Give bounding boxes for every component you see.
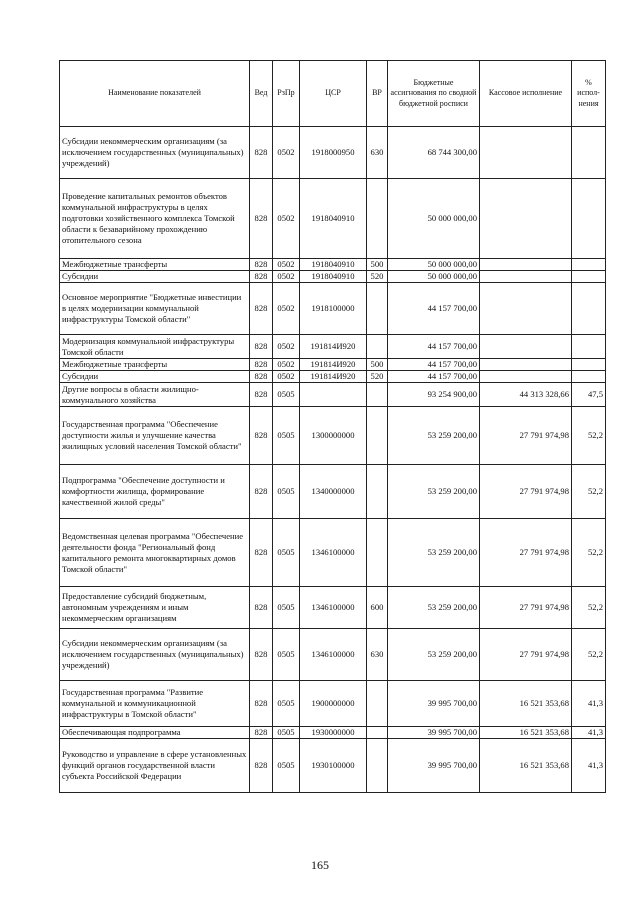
cell-cash	[480, 259, 572, 271]
cell-rzpr: 0502	[273, 259, 300, 271]
cell-ved: 828	[250, 519, 273, 587]
cell-pct: 41,3	[572, 739, 606, 793]
cell-budget: 50 000 000,00	[388, 259, 480, 271]
cell-cash	[480, 179, 572, 259]
cell-budget: 93 254 900,00	[388, 383, 480, 407]
cell-csr: 1918040910	[300, 179, 367, 259]
budget-table	[59, 60, 606, 793]
cell-cash: 16 521 353,68	[480, 681, 572, 727]
table-row	[60, 519, 606, 587]
cell-csr: 1346100000	[300, 629, 367, 681]
header-budget: Бюджетные ассигнования по сводной бюджетной росписи	[388, 61, 480, 127]
cell-ved: 828	[250, 629, 273, 681]
cell-vr	[367, 383, 388, 407]
cell-csr: 1346100000	[300, 519, 367, 587]
cell-cash	[480, 335, 572, 359]
cell-pct	[572, 283, 606, 335]
cell-cash: 27 791 974,98	[480, 587, 572, 629]
header-vr: ВР	[367, 61, 388, 127]
cell-name: Руководство и управление в сфере установленных функций органов государственной власти субъекта Российской Федерации	[60, 739, 250, 793]
table-row	[60, 629, 606, 681]
cell-pct	[572, 127, 606, 179]
cell-rzpr: 0505	[273, 407, 300, 465]
cell-pct: 52,2	[572, 407, 606, 465]
cell-budget: 44 157 700,00	[388, 359, 480, 371]
cell-csr: 1918000950	[300, 127, 367, 179]
cell-vr: 600	[367, 587, 388, 629]
cell-cash: 16 521 353,68	[480, 727, 572, 739]
cell-ved: 828	[250, 335, 273, 359]
cell-rzpr: 0502	[273, 359, 300, 371]
cell-pct: 41,3	[572, 681, 606, 727]
cell-csr: 191814И920	[300, 359, 367, 371]
cell-cash	[480, 359, 572, 371]
cell-pct	[572, 179, 606, 259]
cell-budget: 53 259 200,00	[388, 465, 480, 519]
cell-csr: 1918040910	[300, 259, 367, 271]
cell-ved: 828	[250, 383, 273, 407]
cell-ved: 828	[250, 407, 273, 465]
cell-vr	[367, 407, 388, 465]
cell-csr: 191814И920	[300, 371, 367, 383]
table-row	[60, 259, 606, 271]
cell-cash: 16 521 353,68	[480, 739, 572, 793]
cell-budget: 44 157 700,00	[388, 335, 480, 359]
cell-ved: 828	[250, 283, 273, 335]
cell-rzpr: 0505	[273, 383, 300, 407]
cell-vr: 520	[367, 371, 388, 383]
cell-pct: 41,3	[572, 727, 606, 739]
cell-name: Субсидии	[60, 271, 250, 283]
table-row	[60, 127, 606, 179]
table-row	[60, 335, 606, 359]
cell-ved: 828	[250, 681, 273, 727]
cell-rzpr: 0502	[273, 283, 300, 335]
cell-rzpr: 0502	[273, 127, 300, 179]
cell-ved: 828	[250, 179, 273, 259]
cell-csr: 1930100000	[300, 739, 367, 793]
cell-budget: 68 744 300,00	[388, 127, 480, 179]
table-row	[60, 371, 606, 383]
cell-rzpr: 0505	[273, 629, 300, 681]
cell-csr: 191814И920	[300, 335, 367, 359]
cell-vr	[367, 465, 388, 519]
cell-cash	[480, 127, 572, 179]
cell-cash: 27 791 974,98	[480, 629, 572, 681]
header-name: Наименование показателей	[60, 61, 250, 127]
cell-cash: 44 313 328,66	[480, 383, 572, 407]
cell-rzpr: 0505	[273, 519, 300, 587]
cell-pct: 52,2	[572, 587, 606, 629]
table-row	[60, 179, 606, 259]
cell-budget: 39 995 700,00	[388, 681, 480, 727]
cell-csr: 1346100000	[300, 587, 367, 629]
cell-csr	[300, 383, 367, 407]
cell-pct	[572, 371, 606, 383]
cell-name: Проведение капитальных ремонтов объектов коммунальной инфраструктуры в целях подготовки хозяйственного комплекса Томской области к безаварийному прохождению отопительного сезона	[60, 179, 250, 259]
cell-csr: 1930000000	[300, 727, 367, 739]
header-pct: % испол-нения	[572, 61, 606, 127]
cell-name: Государственная программа "Развитие коммунальной и коммуникационной инфраструктуры в Томской области"	[60, 681, 250, 727]
cell-ved: 828	[250, 371, 273, 383]
table-row	[60, 465, 606, 519]
cell-name: Межбюджетные трансферты	[60, 359, 250, 371]
cell-cash	[480, 371, 572, 383]
cell-budget: 53 259 200,00	[388, 587, 480, 629]
cell-ved: 828	[250, 359, 273, 371]
table-row	[60, 587, 606, 629]
cell-cash: 27 791 974,98	[480, 465, 572, 519]
cell-pct	[572, 359, 606, 371]
cell-budget: 53 259 200,00	[388, 629, 480, 681]
cell-pct: 47,5	[572, 383, 606, 407]
cell-name: Субсидии	[60, 371, 250, 383]
cell-vr	[367, 681, 388, 727]
cell-name: Модернизация коммунальной инфраструктуры Томской области	[60, 335, 250, 359]
cell-ved: 828	[250, 259, 273, 271]
cell-csr: 1340000000	[300, 465, 367, 519]
cell-name: Субсидии некоммерческим организациям (за исключением государственных (муниципальных) учреждений)	[60, 629, 250, 681]
cell-cash	[480, 271, 572, 283]
cell-pct	[572, 335, 606, 359]
cell-name: Обеспечивающая подпрограмма	[60, 727, 250, 739]
cell-name: Государственная программа "Обеспечение доступности жилья и улучшение качества жилищных условий населения Томской области"	[60, 407, 250, 465]
cell-vr	[367, 727, 388, 739]
header-ved: Вед	[250, 61, 273, 127]
cell-name: Другие вопросы в области жилищно-коммунального хозяйства	[60, 383, 250, 407]
cell-vr: 520	[367, 271, 388, 283]
cell-rzpr: 0502	[273, 335, 300, 359]
header-row	[60, 61, 606, 127]
cell-name: Ведомственная целевая программа "Обеспечение деятельности фонда "Региональный фонд капитального ремонта многоквартирных домов Томской области"	[60, 519, 250, 587]
table-row	[60, 681, 606, 727]
cell-rzpr: 0502	[273, 371, 300, 383]
page-number: 165	[311, 858, 329, 872]
cell-vr	[367, 179, 388, 259]
cell-csr: 1300000000	[300, 407, 367, 465]
table-row	[60, 283, 606, 335]
cell-budget: 50 000 000,00	[388, 271, 480, 283]
cell-name: Предоставление субсидий бюджетным, автономным учреждениям и иным некоммерческим организациям	[60, 587, 250, 629]
header-csr: ЦСР	[300, 61, 367, 127]
table-row	[60, 271, 606, 283]
cell-csr: 1918040910	[300, 271, 367, 283]
table-row	[60, 407, 606, 465]
cell-cash: 27 791 974,98	[480, 519, 572, 587]
cell-name: Межбюджетные трансферты	[60, 259, 250, 271]
cell-ved: 828	[250, 271, 273, 283]
cell-name: Подпрограмма "Обеспечение доступности и комфортности жилища, формирование качественной жилой среды"	[60, 465, 250, 519]
cell-budget: 50 000 000,00	[388, 179, 480, 259]
cell-csr: 1900000000	[300, 681, 367, 727]
cell-csr: 1918100000	[300, 283, 367, 335]
cell-pct: 52,2	[572, 519, 606, 587]
header-rzpr: РзПр	[273, 61, 300, 127]
table-row	[60, 739, 606, 793]
table-body	[60, 127, 606, 793]
cell-ved: 828	[250, 727, 273, 739]
cell-rzpr: 0505	[273, 465, 300, 519]
cell-budget: 53 259 200,00	[388, 407, 480, 465]
cell-cash	[480, 283, 572, 335]
cell-vr	[367, 739, 388, 793]
cell-name: Субсидии некоммерческим организациям (за исключением государственных (муниципальных) учреждений)	[60, 127, 250, 179]
cell-vr: 630	[367, 629, 388, 681]
table-row	[60, 727, 606, 739]
cell-rzpr: 0505	[273, 587, 300, 629]
cell-vr	[367, 519, 388, 587]
header-cash: Кассовое исполнение	[480, 61, 572, 127]
cell-rzpr: 0502	[273, 179, 300, 259]
cell-pct	[572, 271, 606, 283]
cell-budget: 44 157 700,00	[388, 371, 480, 383]
cell-budget: 39 995 700,00	[388, 727, 480, 739]
cell-vr: 500	[367, 359, 388, 371]
cell-pct	[572, 259, 606, 271]
cell-rzpr: 0505	[273, 739, 300, 793]
cell-rzpr: 0505	[273, 681, 300, 727]
table-row	[60, 383, 606, 407]
cell-ved: 828	[250, 739, 273, 793]
cell-rzpr: 0505	[273, 727, 300, 739]
cell-name: Основное мероприятие "Бюджетные инвестиции в целях модернизации коммунальной инфраструктуры Томской области"	[60, 283, 250, 335]
cell-pct: 52,2	[572, 629, 606, 681]
cell-vr	[367, 283, 388, 335]
cell-ved: 828	[250, 587, 273, 629]
cell-vr	[367, 335, 388, 359]
table-row	[60, 359, 606, 371]
cell-budget: 39 995 700,00	[388, 739, 480, 793]
cell-ved: 828	[250, 127, 273, 179]
cell-vr: 630	[367, 127, 388, 179]
cell-vr: 500	[367, 259, 388, 271]
cell-budget: 44 157 700,00	[388, 283, 480, 335]
cell-pct: 52,2	[572, 465, 606, 519]
cell-rzpr: 0502	[273, 271, 300, 283]
cell-cash: 27 791 974,98	[480, 407, 572, 465]
cell-budget: 53 259 200,00	[388, 519, 480, 587]
cell-ved: 828	[250, 465, 273, 519]
